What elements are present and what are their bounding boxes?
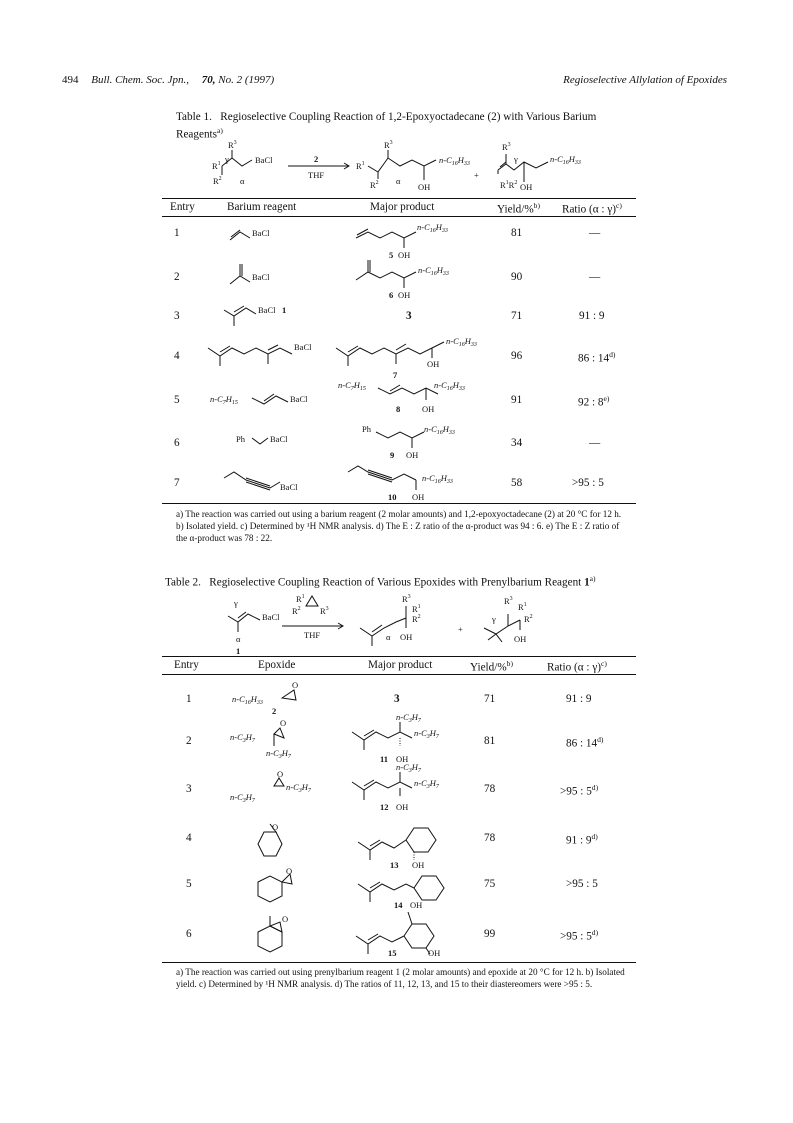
t2-row2-ratio [566, 735, 603, 750]
scheme-prod-chain: $n-C_{16}H_{33}$ [439, 155, 470, 167]
t2-scheme-prod2-r1: $R^1$ [518, 602, 527, 612]
t1-row5-product-prefix: $n-C_7H_{15}$ [338, 380, 366, 392]
t1-col-ratio [562, 201, 622, 216]
t2-row4-product-oh: OH [412, 860, 425, 870]
journal-issue: No. 2 (1997) [218, 74, 275, 86]
scheme-gamma: γ [225, 154, 229, 164]
t1-row5-reagent-label: BaCl [290, 394, 308, 404]
scheme-prod2-r1r2: $R^1R^2$ [500, 180, 518, 190]
t1-row4-ratio-text: 86 : 14 [578, 352, 610, 365]
page-number: 494 [62, 74, 79, 86]
t2-scheme-prod2-oh: OH [514, 634, 527, 644]
t2-row6-yield: 99 [484, 928, 496, 940]
t2-scheme-prod-alpha: α [386, 632, 391, 642]
t1-row2-product [354, 258, 464, 307]
t2-col-ratio-sup: c) [601, 659, 607, 668]
scheme-prod2-oh: OH [520, 182, 533, 192]
t2-scheme-gamma: γ [234, 598, 238, 608]
t1-row1-reagent [228, 224, 298, 251]
t1-row7-reagent-label: BaCl [280, 482, 298, 492]
t2-scheme-prod2-r2: $R^2$ [524, 614, 533, 624]
t1-row4-entry: 4 [174, 350, 180, 362]
t1-row7-yield: 58 [511, 477, 523, 489]
t2-row3-ratio-text: >95 : 5 [560, 785, 592, 798]
t2-row2-epoxide-label-b: $n-C_3H_7$ [266, 748, 291, 760]
t1-row7-product [346, 462, 476, 507]
t2-row3-epoxide-label-a: $n-C_3H_7$ [230, 792, 255, 804]
t2-row3-entry: 3 [186, 783, 192, 795]
t2-row2-ratio-text: 86 : 14 [566, 737, 598, 750]
t1-row4-yield: 96 [511, 350, 523, 362]
t2-row6-entry: 6 [186, 928, 192, 940]
t1-row5-entry: 5 [174, 394, 180, 406]
t2-col-yield-text: Yield/% [470, 661, 507, 674]
t2-row3-epoxide [230, 770, 340, 815]
t2-row5-product-oh: OH [410, 900, 423, 910]
t1-row6-product-number: 9 [390, 450, 395, 460]
t1-row1-ratio: — [589, 227, 601, 239]
t2-row4-epoxide [252, 824, 292, 867]
t2-col-product: Major product [368, 659, 433, 671]
article-title: Regioselective Allylation of Epoxides [563, 74, 727, 86]
t2-col-ratio-text: Ratio (α : γ) [547, 661, 601, 674]
t2-row3-product-label-b: $n-C_3H_7$ [414, 778, 439, 790]
scheme-prod2-chain: $n-C_{16}H_{33}$ [550, 154, 581, 166]
t2-row6-ratio [560, 928, 598, 943]
t2-row4-epoxide-o: O [272, 822, 279, 832]
t2-row3-product-number: 12 [380, 802, 389, 812]
t2-row2-product [350, 714, 470, 771]
t1-row4-reagent-label: BaCl [294, 342, 312, 352]
t2-row2-ratio-sup: d) [597, 735, 604, 744]
table2-scheme-svg [226, 592, 586, 654]
t1-row1-entry: 1 [174, 227, 180, 239]
t2-row1-ratio: 91 : 9 [566, 693, 592, 705]
t2-row6-product-number: 15 [388, 948, 397, 958]
table1-caption [176, 110, 636, 142]
t2-scheme-epoxide-r2: $R^2$ [292, 606, 301, 616]
t1-row2-product-chain: $n-C_{16}H_{33}$ [418, 265, 449, 277]
scheme-r2: $R^2$ [213, 176, 222, 186]
scheme-r3: $R^3$ [228, 140, 237, 150]
scheme-alpha: α [240, 176, 245, 186]
t1-row2-reagent-label: BaCl [252, 272, 270, 282]
t2-scheme-epoxide-r1: $R^1$ [296, 594, 305, 604]
scheme-prod-oh: OH [418, 182, 431, 192]
t2-row1-epoxide-label: $n-C_{16}H_{33}$ [232, 694, 263, 706]
t1-row1-yield: 81 [511, 227, 523, 239]
t1-row7-product-number: 10 [388, 492, 397, 502]
table1-reaction-scheme [200, 142, 620, 203]
t2-row1-yield: 71 [484, 693, 496, 705]
t2-row3-product-oh: OH [396, 802, 409, 812]
table1-caption-sup: a) [217, 126, 223, 135]
t1-row4-reagent [206, 338, 326, 373]
t2-row1-epoxide-number: 2 [272, 706, 277, 716]
journal-citation [62, 74, 294, 86]
t2-scheme-prod2-r3: $R^3$ [504, 596, 513, 606]
t1-row5-reagent [210, 384, 330, 417]
t1-col-product: Major product [370, 201, 435, 213]
t2-row5-entry: 5 [186, 878, 192, 890]
t1-row4-product-oh: OH [427, 359, 440, 369]
scheme-thf: THF [308, 170, 325, 180]
t2-row3-yield: 78 [484, 783, 496, 795]
t1-row5-product-oh: OH [422, 404, 435, 414]
t1-row1-product-oh: OH [398, 250, 411, 260]
table2-footnote: a) The reaction was carried out using prenylbarium reagent 1 (2 molar amounts) and epoxide at 20 °C for 12 h. b) Isolated yield. c) Determined by ¹H NMR analysis. d) The ratios of 11, 12, 13, and 15 to their diastereomers were >95 : 5. [176, 967, 625, 989]
table1-bottom-rule [162, 503, 636, 504]
table2-caption-sup: a) [589, 574, 596, 583]
t1-row6-reagent-label: BaCl [270, 434, 288, 444]
table2-top-rule [162, 656, 636, 657]
scheme-reagent-2: 2 [314, 154, 319, 164]
t1-row6-product-oh: OH [406, 450, 419, 460]
t1-row1-reagent-label: BaCl [252, 228, 270, 238]
t2-col-yield-sup: b) [506, 659, 514, 668]
t2-col-ratio [547, 659, 607, 674]
t1-row3-yield: 71 [511, 310, 523, 322]
t2-row2-epoxide-o: O [280, 718, 287, 728]
t2-row5-epoxide [252, 868, 298, 911]
table1-top-rule [162, 198, 636, 199]
t1-row2-entry: 2 [174, 271, 180, 283]
t1-row3-ratio: 91 : 9 [579, 310, 605, 322]
t1-col-reagent: Barium reagent [227, 201, 297, 213]
scheme-prod2-gamma: γ [514, 154, 518, 164]
t1-col-ratio-text: Ratio (α : γ) [562, 203, 616, 216]
t2-row2-product-label-b: $n-C_3H_7$ [414, 728, 439, 740]
t1-row5-product-number: 8 [396, 404, 401, 414]
t2-row1-product-number: 3 [394, 693, 400, 705]
t1-row6-reagent-prefix: Ph [236, 434, 245, 444]
t1-row2-yield: 90 [511, 271, 523, 283]
scheme-prod-alpha: α [396, 176, 401, 186]
scheme-prod-r3: $R^3$ [384, 140, 393, 150]
t2-row6-ratio-text: >95 : 5 [560, 930, 592, 943]
table2-caption-text: Regioselective Coupling Reaction of Various Epoxides with Prenylbarium Reagent [209, 576, 582, 589]
t2-row6-ratio-sup: d) [591, 928, 599, 937]
t1-row5-product-chain: $n-C_{16}H_{33}$ [434, 380, 465, 392]
t2-scheme-alpha: α [236, 634, 241, 644]
scheme-prod2-r3: $R^3$ [502, 142, 511, 152]
t1-row4-ratio [578, 350, 615, 365]
table1-scheme-svg [200, 142, 620, 198]
t2-scheme-prod-r1: $R^1$ [412, 604, 421, 614]
table2-header-rule [162, 674, 636, 675]
t1-row6-yield: 34 [511, 437, 523, 449]
table2-caption-label: Table 2. [165, 576, 201, 589]
t2-row3-ratio-sup: d) [591, 783, 599, 792]
t1-col-yield-sup: b) [533, 201, 541, 210]
t1-row3-entry: 3 [174, 310, 180, 322]
scheme-prod-r2: $R^2$ [370, 180, 379, 190]
t2-row6-product [354, 906, 464, 963]
t1-row3-reagent [222, 300, 312, 333]
t1-row6-product-chain: $n-C_{16}H_{33}$ [424, 424, 455, 436]
t2-scheme-thf: THF [304, 630, 321, 640]
table2-bottom-rule [162, 962, 636, 963]
table1-caption-text: Regioselective Coupling Reaction of 1,2-Epoxyoctadecane (2) with Various Barium Reagents [176, 111, 597, 141]
t2-row5-ratio: >95 : 5 [566, 878, 598, 890]
t2-scheme-bacl: BaCl [262, 612, 280, 622]
scheme-prod-r1: $R^1$ [356, 161, 365, 171]
t1-col-ratio-sup: c) [616, 201, 622, 210]
t1-row6-ratio: — [589, 437, 601, 449]
scheme-r1: $R^1$ [212, 161, 221, 171]
t2-scheme-prod-oh: OH [400, 632, 413, 642]
t2-row4-yield: 78 [484, 832, 496, 844]
t1-row6-entry: 6 [174, 437, 180, 449]
t2-row3-ratio [560, 783, 598, 798]
t2-scheme-plus: + [458, 624, 463, 634]
t1-row5-ratio-text: 92 : 8 [578, 396, 604, 409]
t2-row1-epoxide-o: O [292, 680, 299, 690]
t2-row2-product-oh: OH [396, 754, 409, 764]
t1-row4-product-chain: $n-C_{16}H_{33}$ [446, 336, 477, 348]
t1-row2-reagent [228, 262, 298, 295]
t1-row5-reagent-prefix: $n-C_7H_{15}$ [210, 394, 238, 406]
t2-col-yield [470, 659, 513, 674]
t2-row5-yield: 75 [484, 878, 496, 890]
t1-row6-reagent [236, 428, 316, 457]
t1-row3-product-number: 3 [406, 310, 412, 322]
t2-row6-product-oh: OH [428, 948, 441, 958]
t1-row1-product-number: 5 [389, 250, 394, 260]
t1-row7-product-oh: OH [412, 492, 425, 502]
t2-row3-epoxide-o: O [277, 769, 284, 779]
t1-row1-product-chain: $n-C_{16}H_{33}$ [417, 222, 448, 234]
table2-caption-reagent: 1 [584, 576, 590, 589]
t1-row7-ratio: >95 : 5 [572, 477, 604, 489]
journal-volume: 70, [201, 74, 216, 86]
t2-row6-epoxide [252, 914, 298, 959]
t1-row5-ratio [578, 394, 609, 409]
table2-reaction-scheme [226, 592, 586, 659]
t1-row6-product-prefix: Ph [362, 424, 371, 434]
t2-row1-epoxide [232, 680, 322, 721]
t2-row5-product-number: 14 [394, 900, 403, 910]
journal-name [91, 74, 284, 86]
scheme-bacl: BaCl [255, 155, 273, 165]
t2-row1-entry: 1 [186, 693, 192, 705]
journal-title: Bull. Chem. Soc. Jpn., [91, 74, 190, 86]
t2-row2-epoxide-label-a: $n-C_3H_7$ [230, 732, 255, 744]
t2-row4-product-number: 13 [390, 860, 399, 870]
t2-row2-yield: 81 [484, 735, 496, 747]
t2-scheme-prod-r2: $R^2$ [412, 614, 421, 624]
t1-row5-yield: 91 [511, 394, 523, 406]
t2-row3-product [350, 764, 470, 821]
t1-row2-product-number: 6 [389, 290, 394, 300]
table2-caption [165, 572, 645, 590]
t2-col-entry: Entry [174, 659, 199, 671]
t1-row7-product-chain: $n-C_{16}H_{33}$ [422, 473, 453, 485]
t1-row5-product [338, 378, 488, 427]
t1-col-yield-text: Yield/% [497, 203, 534, 216]
t2-scheme-epoxide-r3: $R^3$ [320, 606, 329, 616]
t2-row6-epoxide-o: O [282, 914, 289, 924]
t1-row2-product-oh: OH [398, 290, 411, 300]
scheme-plus: + [474, 170, 479, 180]
t1-row3-reagent-number: 1 [282, 305, 287, 315]
table1-caption-label: Table 1. [176, 111, 212, 123]
t2-scheme-reagent-number: 1 [236, 646, 241, 656]
t1-row3-reagent-label: BaCl [258, 305, 276, 315]
t1-row4-product-number: 7 [393, 370, 398, 380]
t1-row5-ratio-sup: e) [603, 394, 610, 403]
t2-row4-entry: 4 [186, 832, 192, 844]
t2-scheme-prod-r3: $R^3$ [402, 594, 411, 604]
t1-row7-entry: 7 [174, 477, 180, 489]
t2-col-epoxide: Epoxide [258, 659, 296, 671]
running-head [62, 74, 727, 86]
t1-col-entry: Entry [170, 201, 195, 213]
t2-row2-product-number: 11 [380, 754, 389, 764]
t2-row4-ratio [566, 832, 598, 847]
t2-row4-ratio-text: 91 : 9 [566, 834, 592, 847]
t1-col-yield [497, 201, 540, 216]
t2-row2-epoxide [230, 718, 320, 767]
t2-row5-epoxide-o: O [286, 866, 293, 876]
t2-row2-entry: 2 [186, 735, 192, 747]
t1-row4-ratio-sup: d) [609, 350, 616, 359]
table1-footnote: a) The reaction was carried out using a barium reagent (2 molar amounts) and 1,2-epoxyoctadecane (2) at 20 °C for 12 h. b) Isolated yield. c) Determined by ¹H NMR analysis. d) The E : Z ratio of the α-product was 94 : 6. e) The E : Z ratio of the α-product was 78 : 22. [176, 509, 622, 543]
t2-row4-ratio-sup: d) [591, 832, 598, 841]
t2-scheme-prod2-gamma: γ [492, 614, 496, 624]
t2-row2-product-label-a: $n-C_3H_7$ [396, 712, 421, 724]
t1-row7-reagent [222, 470, 322, 501]
t2-row3-epoxide-label-b: $n-C_3H_7$ [286, 782, 311, 794]
t1-row2-ratio: — [589, 271, 601, 283]
t2-row3-product-label-a: $n-C_3H_7$ [396, 762, 421, 774]
